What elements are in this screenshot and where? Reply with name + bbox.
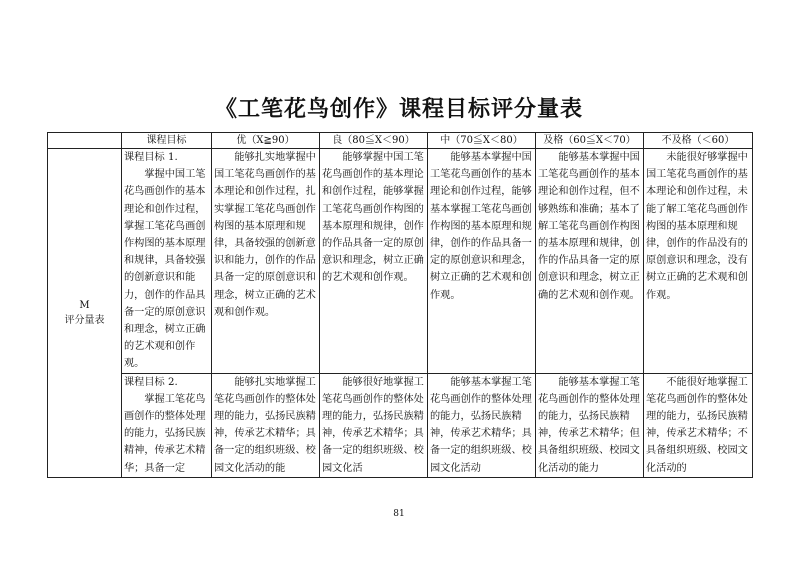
rubric-table [47, 132, 753, 478]
table-row [48, 149, 753, 374]
header-medium: 中（70≦X＜80） [428, 133, 536, 149]
cell-good-2: 能够很好地掌握工笔花鸟画创作的整体处理的能力，弘扬民族精神，传承艺术精华；具备一定的组织班级、校园文化活 [320, 373, 428, 477]
header-objective: 课程目标 [122, 133, 212, 149]
cell-objective-2: 课程目标 2. 掌握工笔花鸟画创作的整体处理的能力，弘扬民族精神，传承艺术精华；具备一定 [122, 373, 212, 477]
cell-medium-2: 能够基本掌握工笔花鸟画创作的整体处理的能力，弘扬民族精神，传承艺术精华；具备一定的组织班级、校园文化活动 [428, 373, 536, 477]
header-pass: 及格（60≦X＜70） [536, 133, 644, 149]
cell-excellent-1: 能够扎实地掌握中国工笔花鸟画创作的基本理论和创作过程，扎实掌握工笔花鸟画创作构图的基本原理和规律，具备较强的创新意识和能力，创作的作品具备一定的原创意识和理念，树立正确的艺术观和创作观。 [212, 149, 320, 374]
table-row [48, 373, 753, 477]
page-number: 81 [393, 509, 405, 519]
header-excellent: 优（X≧90） [212, 133, 320, 149]
cell-medium-1: 能够基本掌握中国工笔花鸟画创作的基本理论和创作过程，能够基本掌握工笔花鸟画创作构图的基本原理和规律，创作的作品具备一定的原创意识和理念，树立正确的艺术观和创作观。 [428, 149, 536, 374]
cell-fail-1: 未能很好够掌握中国工笔花鸟画创作的基本理论和创作过程，未能了解工笔花鸟画创作构图的基本原理和规律，创作的作品没有的原创意识和理念，没有树立正确的艺术观和创作观。 [644, 149, 753, 374]
header-good: 良（80≦X＜90） [320, 133, 428, 149]
cell-fail-2: 不能很好地掌握工笔花鸟画创作的整体处理的能力，弘扬民族精神，传承艺术精华；不具备组织班级、校园文化活动的 [644, 373, 753, 477]
cell-pass-1: 能够基本掌握中国工笔花鸟画创作的基本理论和创作过程，但不够熟练和准确；基本了解工笔花鸟画创作构图的基本原理和规律，创作的作品具备一定的原创意识和理念，树立正确的艺术观和创作观。 [536, 149, 644, 374]
cell-pass-2: 能够基本掌握工笔花鸟画创作的整体处理的能力，弘扬民族精神，传承艺术精华；但具备组织班级、校园文化活动的能力 [536, 373, 644, 477]
header-blank [48, 133, 122, 149]
table-header-row [48, 133, 753, 149]
cell-objective-1: 课程目标 1. 掌握中国工笔花鸟画创作的基本理论和创作过程，掌握工笔花鸟画创作构图的基本原理和规律，具备较强的创新意识和能力，创作的作品具备一定的原创意识和理念，树立正确的艺术观和创作观。 [122, 149, 212, 374]
page-title: 《工笔花鸟创作》课程目标评分量表 [214, 96, 583, 122]
cell-excellent-2: 能够扎实地掌握工笔花鸟画创作的整体处理的能力，弘扬民族精神，传承艺术精华；具备一定的组织班级、校园文化活动的能 [212, 373, 320, 477]
row-header-scale: M 评分量表 [48, 149, 122, 478]
header-fail: 不及格（＜60） [644, 133, 753, 149]
cell-good-1: 能够掌握中国工笔花鸟画创作的基本理论和创作过程，能够掌握工笔花鸟画创作构图的基本原理和规律，创作的作品具备一定的原创意识和理念，树立正确的艺术观和创作观。 [320, 149, 428, 374]
